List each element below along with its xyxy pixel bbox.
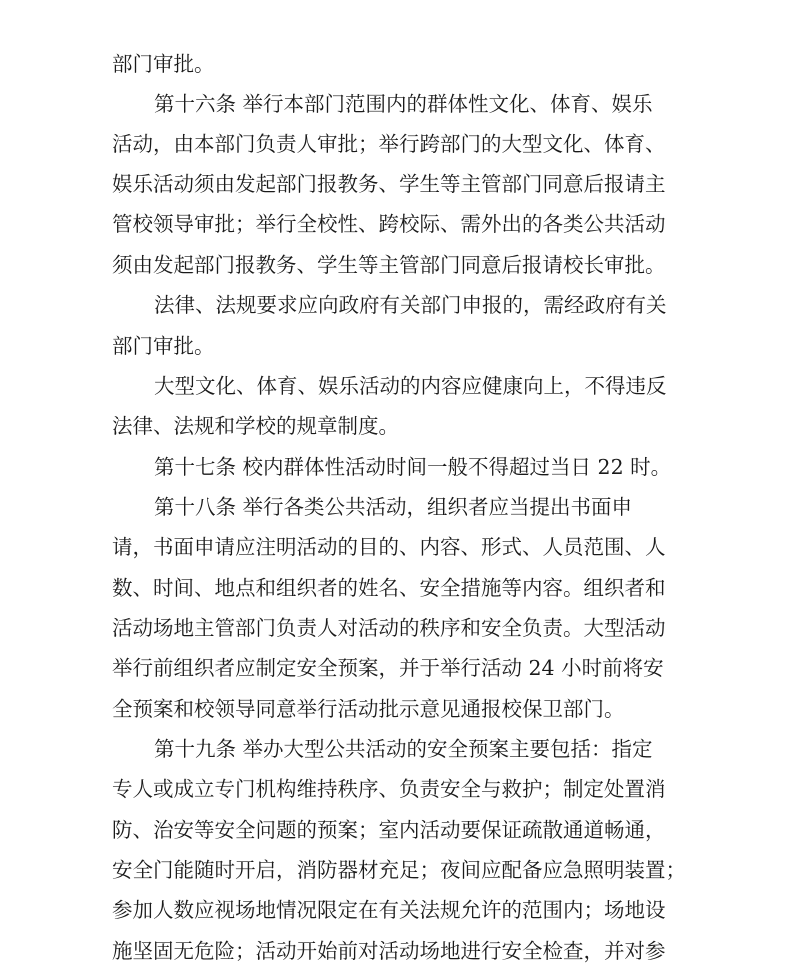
line-text: 活动，由本部门负责人审批；举行跨部门的大型文化、体育、 xyxy=(112,132,666,156)
text-line xyxy=(0,568,800,608)
line-text: 专人或成立专门机构维持秩序、负责安全与救护；制定处置消 xyxy=(112,777,666,801)
text-line xyxy=(0,769,800,809)
line-text: 管校领导审批；举行全校性、跨校际、需外出的各类公共活动 xyxy=(112,212,666,236)
line-text: 娱乐活动须由发起部门报教务、学生等主管部门同意后报请主 xyxy=(112,172,666,196)
text-line xyxy=(0,648,800,688)
text-line xyxy=(0,689,800,729)
text-line xyxy=(0,326,800,366)
paragraph-start-line xyxy=(0,366,800,406)
text-line xyxy=(0,164,800,204)
line-text: 须由发起部门报教务、学生等主管部门同意后报请校长审批。 xyxy=(112,253,666,277)
text-line xyxy=(0,204,800,244)
text-line xyxy=(0,810,800,850)
line-text: 第十八条 举行各类公共活动，组织者应当提出书面申 xyxy=(154,495,633,519)
line-text: 举行前组织者应制定安全预案，并于举行活动 24 小时前将安 xyxy=(112,656,664,680)
text-line xyxy=(0,245,800,285)
line-text: 防、治安等安全问题的预案；室内活动要保证疏散通道畅通， xyxy=(112,818,666,842)
text-line xyxy=(0,608,800,648)
text-line xyxy=(0,850,800,890)
line-text: 部门审批。 xyxy=(112,52,215,76)
line-text: 第十六条 举行本部门范围内的群体性文化、体育、娱乐 xyxy=(154,92,653,116)
line-text: 第十九条 举办大型公共活动的安全预案主要包括：指定 xyxy=(154,737,653,761)
text-line xyxy=(0,44,800,84)
text-line xyxy=(0,931,800,971)
text-line xyxy=(0,406,800,446)
line-text: 部门审批。 xyxy=(112,334,215,358)
article-18-heading-line xyxy=(0,487,800,527)
line-text: 数、时间、地点和组织者的姓名、安全措施等内容。组织者和 xyxy=(112,576,666,600)
article-17-heading-line xyxy=(0,447,800,487)
line-text: 安全门能随时开启，消防器材充足；夜间应配备应急照明装置； xyxy=(112,858,686,882)
article-16-heading-line xyxy=(0,84,800,124)
line-text: 法律、法规要求应向政府有关部门申报的，需经政府有关 xyxy=(154,293,667,317)
line-text: 法律、法规和学校的规章制度。 xyxy=(112,414,399,438)
line-text: 第十七条 校内群体性活动时间一般不得超过当日 22 时。 xyxy=(154,455,672,479)
line-text: 请，书面申请应注明活动的目的、内容、形式、人员范围、人 xyxy=(112,535,666,559)
text-line xyxy=(0,124,800,164)
line-text: 参加人数应视场地情况限定在有关法规允许的范围内；场地设 xyxy=(112,898,666,922)
line-text: 全预案和校领导同意举行活动批示意见通报校保卫部门。 xyxy=(112,697,625,721)
paragraph-start-line xyxy=(0,285,800,325)
text-line xyxy=(0,527,800,567)
line-text: 大型文化、体育、娱乐活动的内容应健康向上，不得违反 xyxy=(154,374,667,398)
article-19-heading-line xyxy=(0,729,800,769)
line-text: 施坚固无危险；活动开始前对活动场地进行安全检查，并对参 xyxy=(112,939,666,963)
line-text: 活动场地主管部门负责人对活动的秩序和安全负责。大型活动 xyxy=(112,616,666,640)
text-line xyxy=(0,890,800,930)
